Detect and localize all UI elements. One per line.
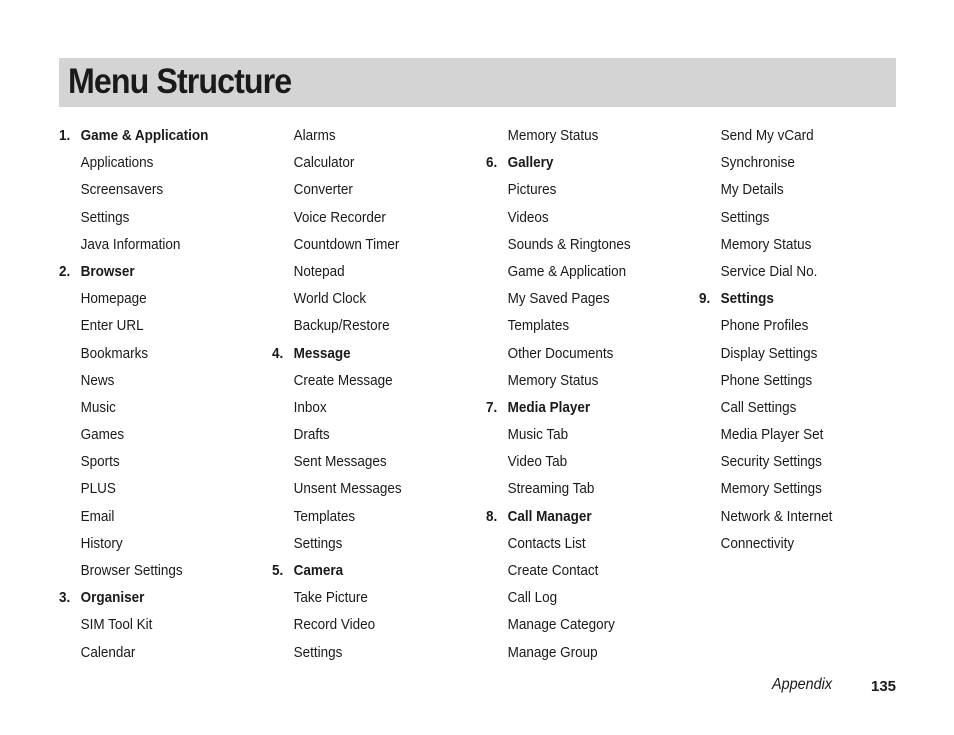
menu-item: Settings: [293, 643, 343, 661]
menu-item: My Saved Pages: [507, 290, 610, 308]
menu-item: Browser Settings: [80, 562, 183, 579]
menu-item: Network & Internet: [720, 507, 833, 525]
section-label: Game & Application: [80, 127, 209, 144]
menu-item: Calculator: [293, 154, 355, 172]
section-number: 2.: [59, 262, 71, 280]
menu-item: Other Documents: [507, 344, 614, 362]
menu-column-4: [699, 122, 909, 557]
section-number: 7.: [486, 398, 498, 416]
menu-item: PLUS: [80, 480, 116, 498]
menu-item: Bookmarks: [80, 344, 149, 362]
menu-item: Templates: [293, 507, 356, 525]
menu-item: Memory Status: [720, 235, 812, 253]
menu-item: Settings: [293, 534, 343, 552]
menu-section-heading: [59, 122, 248, 149]
menu-item: Unsent Messages: [293, 480, 402, 498]
section-number: 4.: [272, 344, 284, 362]
menu-item: Games: [80, 426, 125, 444]
menu-item: Settings: [80, 208, 130, 226]
menu-item: Service Dial No.: [720, 262, 818, 280]
section-number: 1.: [59, 127, 71, 144]
menu-item: News: [80, 371, 115, 389]
menu-section-heading: [59, 584, 248, 611]
menu-item: Sports: [80, 453, 120, 471]
section-number: 8.: [486, 507, 498, 525]
menu-item: Enter URL: [80, 317, 144, 335]
menu-item: Call Log: [507, 589, 558, 607]
menu-item: Create Message: [293, 371, 393, 389]
menu-item: Homepage: [80, 290, 147, 308]
section-label: Organiser: [80, 589, 145, 607]
menu-item: Sent Messages: [293, 453, 387, 471]
menu-item: Take Picture: [293, 589, 368, 607]
section-label: Browser: [80, 262, 135, 280]
menu-column-1: [59, 122, 269, 666]
menu-item: Sounds & Ringtones: [507, 235, 631, 253]
menu-item: Manage Group: [507, 643, 598, 661]
menu-section-heading: [699, 285, 888, 312]
menu-item: Media Player Set: [720, 426, 824, 444]
menu-item: Phone Profiles: [720, 317, 809, 335]
menu-item: Memory Settings: [720, 480, 822, 498]
menu-item: Memory Status: [507, 371, 599, 389]
title-bar: [59, 58, 896, 107]
menu-item: Calendar: [80, 643, 136, 661]
menu-item: Screensavers: [80, 181, 164, 199]
section-label: Media Player: [507, 398, 591, 416]
section-number: 9.: [699, 290, 711, 308]
menu-section-heading: [59, 258, 248, 285]
menu-item: Videos: [507, 208, 549, 226]
section-label: Call Manager: [507, 507, 592, 525]
section-label: Gallery: [507, 154, 554, 172]
menu-item: Music: [80, 398, 116, 416]
menu-item: Display Settings: [720, 344, 818, 362]
menu-item: My Details: [720, 181, 784, 199]
menu-item: Voice Recorder: [293, 208, 386, 226]
menu-item: Email: [80, 507, 115, 525]
menu-item: Memory Status: [507, 127, 599, 144]
menu-item: History: [80, 534, 123, 552]
menu-item: Record Video: [293, 616, 376, 634]
menu-item: Synchronise: [720, 154, 795, 172]
menu-item: Streaming Tab: [507, 480, 595, 498]
menu-item: Templates: [507, 317, 570, 335]
section-label: Settings: [720, 290, 774, 308]
menu-item: World Clock: [293, 290, 367, 308]
menu-item: Send My vCard: [720, 127, 814, 144]
section-label: Message: [293, 344, 351, 362]
menu-section-heading: [486, 503, 675, 530]
menu-item: Contacts List: [507, 534, 586, 552]
section-number: 5.: [272, 562, 284, 579]
menu-item: Connectivity: [720, 534, 795, 552]
menu-item: Call Settings: [720, 398, 797, 416]
menu-item: Video Tab: [507, 453, 568, 471]
menu-column-2: [272, 122, 482, 666]
menu-item: Phone Settings: [720, 371, 813, 389]
menu-item: Inbox: [293, 398, 327, 416]
menu-section-heading: [486, 149, 675, 176]
menu-section-heading: [272, 340, 461, 367]
section-number: 6.: [486, 154, 498, 172]
menu-item: Notepad: [293, 262, 345, 280]
page-number: 135: [871, 678, 897, 695]
menu-item: Countdown Timer: [293, 235, 400, 253]
menu-section-heading: [272, 557, 461, 584]
menu-item: Game & Application: [507, 262, 627, 280]
footer-section-label: Appendix: [772, 676, 833, 693]
menu-item: Create Contact: [507, 562, 599, 579]
section-label: Camera: [293, 562, 344, 579]
menu-column-3: [486, 122, 696, 666]
section-number: 3.: [59, 589, 71, 607]
menu-item: Converter: [293, 181, 353, 199]
menu-item: Java Information: [80, 235, 181, 253]
menu-item: Manage Category: [507, 616, 615, 634]
menu-item: Drafts: [293, 426, 330, 444]
menu-item: Applications: [80, 154, 154, 172]
menu-item: Settings: [720, 208, 770, 226]
page-title: Menu Structure: [68, 62, 292, 101]
menu-item: Alarms: [293, 127, 336, 144]
menu-section-heading: [486, 394, 675, 421]
menu-item: Music Tab: [507, 426, 569, 444]
menu-item: Pictures: [507, 181, 557, 199]
menu-item: Security Settings: [720, 453, 822, 471]
menu-item: Backup/Restore: [293, 317, 390, 335]
menu-item: SIM Tool Kit: [80, 616, 153, 634]
